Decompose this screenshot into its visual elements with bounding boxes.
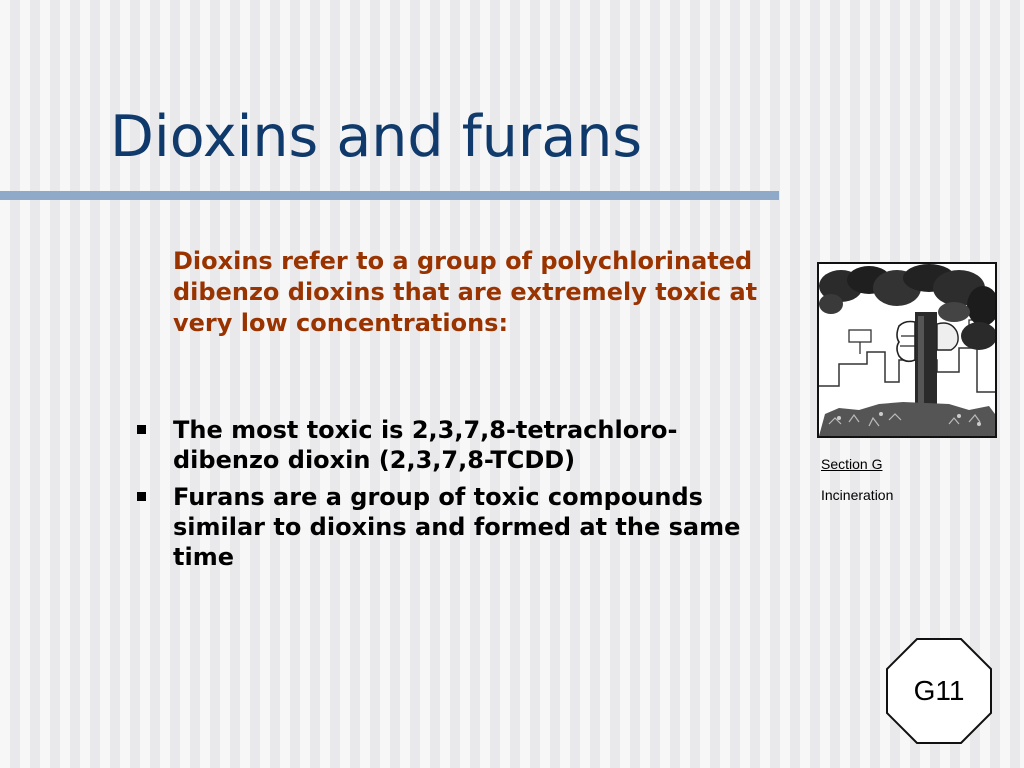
section-caption: Incineration — [821, 487, 894, 503]
square-bullet-icon — [137, 425, 146, 434]
bullet-list — [133, 415, 783, 579]
bullet-text: Furans are a group of toxic compounds similar to dioxins and formed at the same time — [173, 483, 741, 571]
bullet-item — [133, 482, 783, 572]
intro-paragraph: Dioxins refer to a group of polychlorinated dibenzo dioxins that are extremely toxic at very low concentrations: — [173, 247, 758, 337]
slide-title: Dioxins and furans — [110, 104, 643, 170]
bullet-text: The most toxic is 2,3,7,8-tetrachloro-dibenzo dioxin (2,3,7,8-TCDD) — [173, 416, 678, 474]
bullet-item — [133, 415, 783, 475]
square-bullet-icon — [137, 492, 146, 501]
smokestack-fist-icon — [819, 264, 995, 436]
slide-code-badge: G11 — [913, 675, 965, 706]
smokestack-fist-illustration — [817, 262, 997, 438]
title-divider — [0, 191, 779, 200]
section-link[interactable]: Section G — [821, 456, 883, 472]
